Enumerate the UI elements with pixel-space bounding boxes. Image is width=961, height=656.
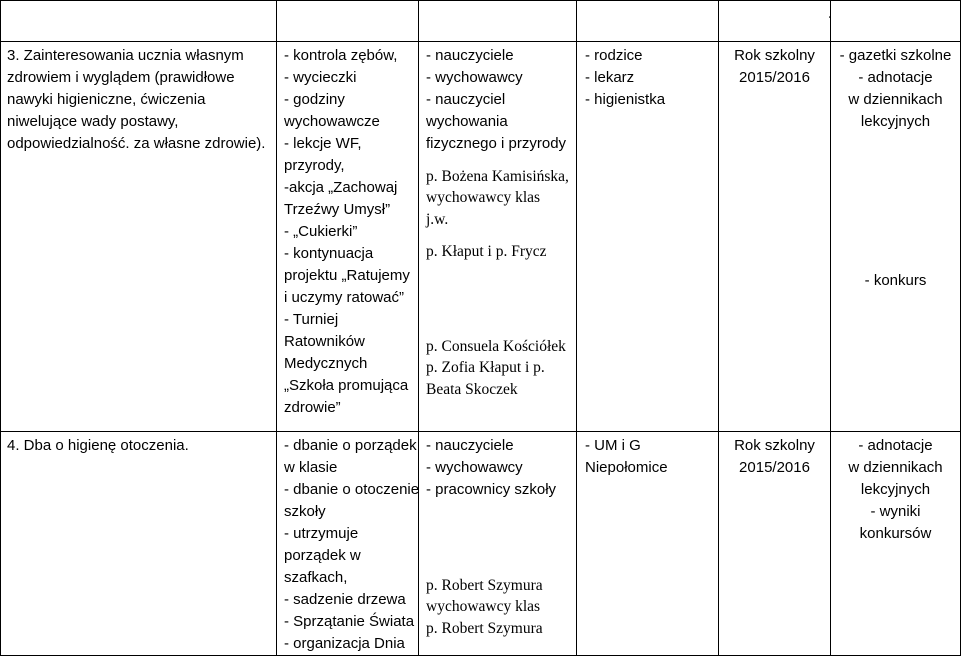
table-row: [1, 432, 961, 656]
responsible-cell: - nauczyciele - wychowawcy - nauczyciel wychowania fizycznego i przyrody p. Bożena Kamisińska, wychowawcy klas j.w. p. Kłaput i p. Frycz p. Consuela Kościółek p. Zofia Kłaput i p. Beata Skoczek: [419, 42, 577, 432]
partners-cell: - UM i G Niepołomice: [577, 432, 719, 656]
evaluation-cell: - adnotacje w dziennikach lekcyjnych - wyniki konkursów: [831, 432, 961, 656]
topic-cell: 3. Zainteresowania ucznia własnym zdrowiem i wyglądem (prawidłowe nawyki higieniczne, ćwiczenia niwelujące wady postawy, odpowiedzialność. za własne zdrowie).: [1, 42, 277, 432]
evaluation-cell: - gazetki szkolne - adnotacje w dziennikach lekcyjnych - konkurs: [831, 42, 961, 432]
activities-cell: - dbanie o porządek w klasie - dbanie o otoczenie szkoły - utrzymuje porządek w szafkach, - sadzenie drzewa - Sprzątanie Świata - organizacja Dnia: [277, 432, 419, 656]
header-dot: .: [828, 5, 832, 22]
header-row: [1, 1, 961, 42]
responsible-cell: - nauczyciele - wychowawcy - pracownicy szkoły p. Robert Szymura wychowawcy klas p. Robert Szymura: [419, 432, 577, 656]
term-cell: Rok szkolny 2015/2016: [719, 42, 831, 432]
topic-cell: 4. Dba o higienę otoczenia.: [1, 432, 277, 656]
partners-cell: - rodzice - lekarz - higienistka: [577, 42, 719, 432]
term-cell: Rok szkolny 2015/2016: [719, 432, 831, 656]
table-row: [1, 42, 961, 432]
activities-cell: - kontrola zębów, - wycieczki - godziny wychowawcze - lekcje WF, przyrody, -akcja „Zachowaj Trzeźwy Umysł” - „Cukierki” - kontynuacja projektu „Ratujemy i uczymy ratować” - Turniej Ratowników Medycznych „Szkoła promująca zdrowie”: [277, 42, 419, 432]
